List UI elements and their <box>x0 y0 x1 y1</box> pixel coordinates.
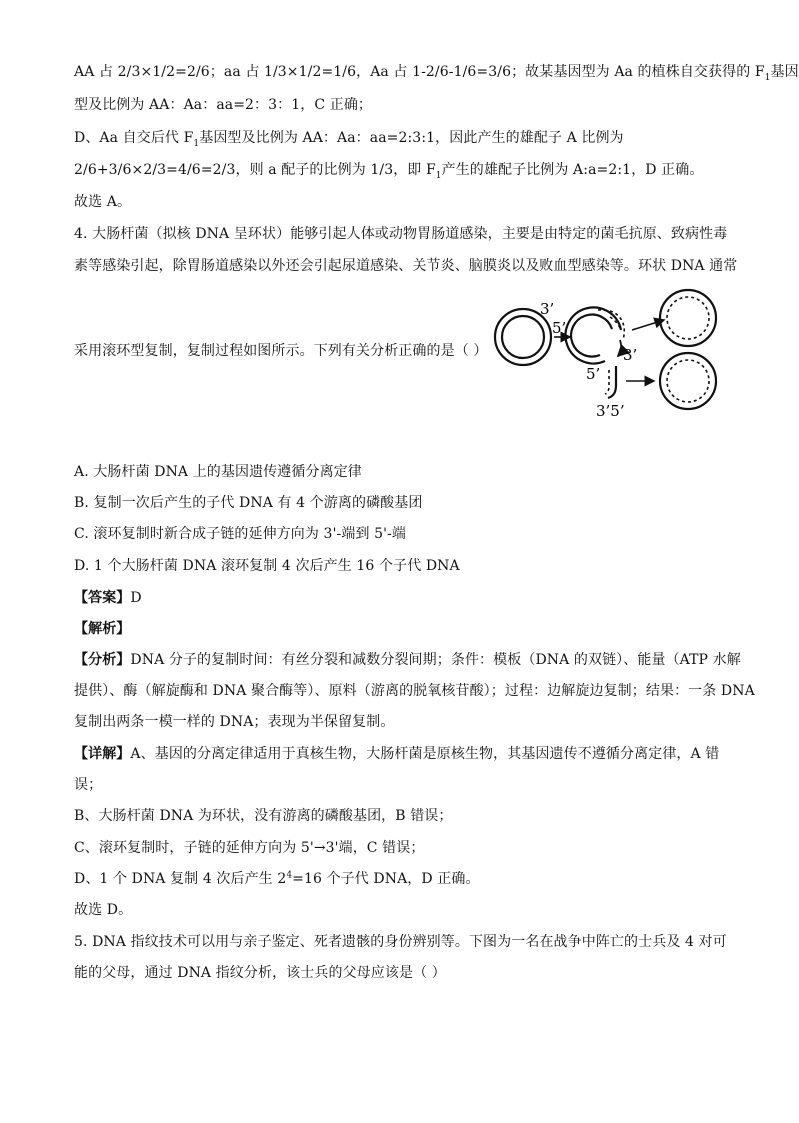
option-c: C. 滚环复制时新合成子链的延伸方向为 3'-端到 5'-端 <box>74 526 406 542</box>
question-5-stem: 5. DNA 指纹技术可以用与亲子鉴定、死者遗骸的身份辨别等。下图为一名在战争中阵亡的士兵及 4 对可 <box>74 934 727 950</box>
option-a: A. 大肠杆菌 DNA 上的基因遗传遵循分离定律 <box>74 464 362 480</box>
label-5prime-left: 5’ <box>586 365 601 383</box>
analysis-text: 复制出两条一模一样的 DNA；表现为半保留复制。 <box>74 714 395 730</box>
answer: 【答案】D <box>74 590 142 606</box>
detail-text: 【详解】A、基因的分离定律适用于真核生物，大肠杆菌是原核生物，其基因遗传不遵循分离定律，A 错 <box>74 746 720 762</box>
analysis-text: 提供）、酶（解旋酶和 DNA 聚合酶等）、原料（游离的脱氧核苷酸）；过程：边解旋边复制；结果：一条 DNA <box>74 683 755 699</box>
question-4-stem: 采用滚环型复制，复制过程如图所示。下列有关分析正确的是（ ） <box>74 343 488 359</box>
question-5-stem: 能的父母，通过 DNA 指纹分析，该士兵的父母应该是（ ） <box>74 965 446 981</box>
text-line: D、Aa 自交后代 $F_1$基因型及比例为 AA：Aa：aa=2:3:1，因此产生的雄配子 A 比例为 <box>74 130 624 149</box>
label-3-5-bottom: 3’5’ <box>596 402 625 420</box>
replicating-dna-circle <box>566 307 625 363</box>
rolling-circle-replication-diagram <box>488 292 728 422</box>
new-strand-hook <box>605 370 609 394</box>
daughter-dna-circle <box>660 353 716 409</box>
text-line: 型及比例为 AA：Aa：aa=2：3：1，C 正确； <box>74 97 373 113</box>
detail-text: C、滚环复制时，子链的延伸方向为 5'→3'端，C 错误； <box>74 840 425 856</box>
label-3prime-top: 3’ <box>540 300 555 318</box>
option-b: B. 复制一次后产生的子代 DNA 有 4 个游离的磷酸基团 <box>74 495 423 511</box>
question-4-stem: 4. 大肠杆菌（拟核 DNA 呈环状）能够引起人体或动物胃肠道感染，主要是由特定的菌毛抗原、致病性毒 <box>74 226 728 242</box>
detail-text: 误； <box>74 777 103 793</box>
question-4-stem: 素等感染引起，除胃肠道感染以外还会引起尿道感染、关节炎、脑膜炎以及败血型感染等。环状 DNA 通常 <box>74 258 738 274</box>
detail-text: D、1 个 DNA 复制 4 次后产生 $2^4=16$ 个子代 DNA，D 正确。 <box>74 870 480 887</box>
analysis-heading: 【解析】 <box>74 621 131 637</box>
detail-text: B、大肠杆菌 DNA 为环状，没有游离的磷酸基团，B 错误； <box>74 808 453 824</box>
option-d: D. 1 个大肠杆菌 DNA 滚环复制 4 次后产生 16 个子代 DNA <box>74 558 460 574</box>
label-5prime-mid: 5’ <box>552 319 567 337</box>
analysis-text: 【分析】DNA 分子的复制时间：有丝分裂和减数分裂间期；条件：模板（DNA 的双链）、能量（ATP 水解 <box>74 652 741 668</box>
text-line: AA 占 2/3×1/2=2/6；aa 占 1/3×1/2=1/6，Aa 占 1-2/6-1/6=3/6；故某基因型为 Aa 的植株自交获得的 $F_1$基因 <box>74 64 799 83</box>
label-3prime-right: 3’ <box>623 346 638 364</box>
detail-text: 故选 D。 <box>74 902 133 918</box>
text-line: 故选 A。 <box>74 194 132 210</box>
text-line: 2/6+3/6×2/3=4/6=2/3，则 a 配子的比例为 1/3，即 $F_1$产生的雄配子比例为 A:a=2:1，D 正确。 <box>74 162 704 181</box>
daughter-dna-circle <box>660 290 716 346</box>
